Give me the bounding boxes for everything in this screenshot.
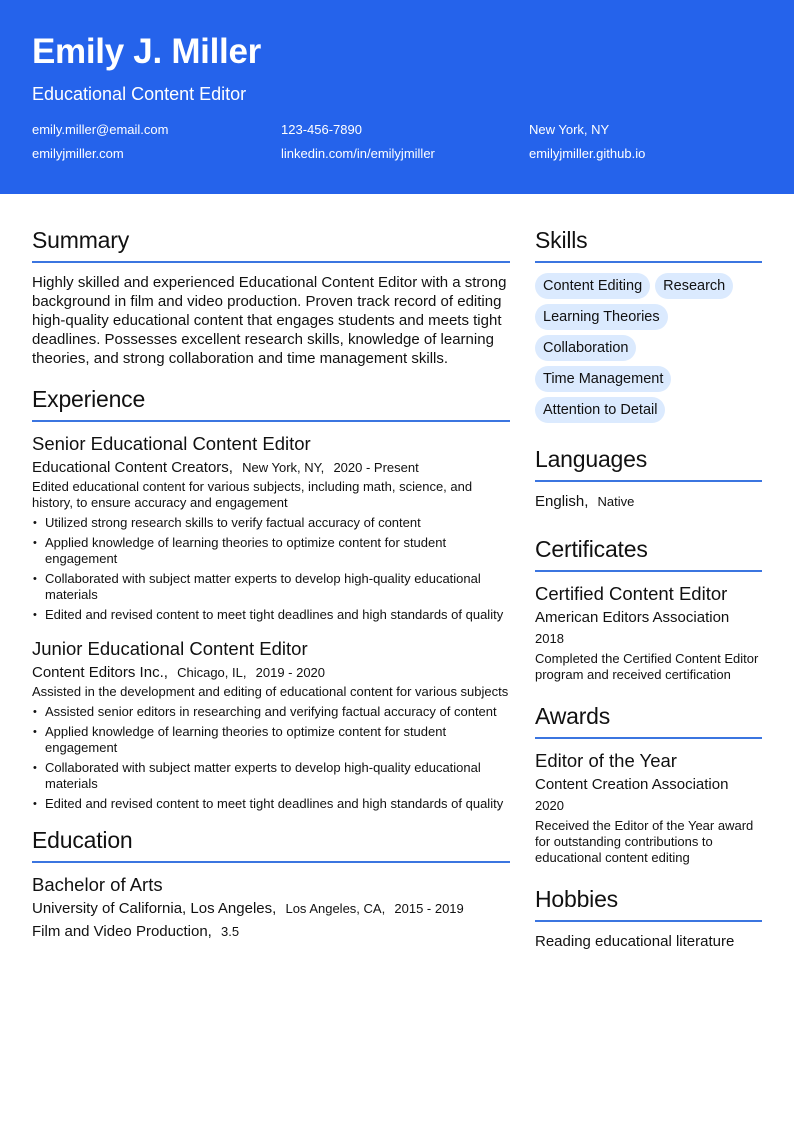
job-location: Chicago, IL, [177,665,247,680]
language-name: English, [535,493,589,510]
skill-tag: Attention to Detail [535,397,665,423]
languages-heading: Languages [535,445,762,482]
job-meta [32,663,510,682]
job-bullet: • Edited and revised content to meet tight deadlines and high standards of quality [32,607,510,623]
hobbies-heading: Hobbies [535,885,762,922]
certificate-description: Completed the Certified Content Editor program and received certification [535,651,759,682]
skill-tag: Learning Theories [535,304,668,330]
job-entry [32,637,510,812]
summary-text: Highly skilled and experienced Educational Content Editor with a strong background in film and video production. Proven track record of editing high-quality educational content that engages students and meets tight deadlines. Possesses excellent research skills, knowledge of learning theories, and strong collaboration and time management skills. [32,274,507,367]
phone-number: 123-456-7890 [281,122,362,137]
skill-tag: Collaboration [535,335,636,361]
job-description: Assisted in the development and editing of educational content for various subjects [32,684,509,699]
education-heading: Education [32,826,510,863]
job-description: Edited educational content for various subjects, including math, science, and history, to ensure accuracy and engagement [32,479,473,510]
job-bullet: • Collaborated with subject matter experts to develop high-quality educational materials [32,760,510,792]
education-school-line [32,899,510,918]
main-column [32,226,510,941]
hobby-item: Reading educational literature [535,933,735,950]
job-bullet: • Utilized strong research skills to verify factual accuracy of content [32,515,510,531]
website-link[interactable]: emilyjmiller.com [32,146,124,161]
skill-tag: Research [655,273,733,299]
job-entry [32,432,510,623]
sidebar-column [535,226,762,951]
language-item [535,492,762,511]
candidate-name: Emily J. Miller [32,32,261,71]
job-bullet: • Applied knowledge of learning theories to optimize content for student engagement [32,724,510,756]
job-bullets [32,515,510,623]
certificate-org: American Editors Association [535,609,730,626]
resume-header [0,0,794,194]
education-field-line [32,922,510,941]
email-link[interactable]: emily.miller@email.com [32,122,169,137]
job-meta [32,458,510,477]
language-level: Native [597,494,635,509]
job-dates: 2019 - 2020 [255,665,326,680]
job-company: Educational Content Creators, [32,459,233,476]
location: New York, NY [529,122,610,137]
job-bullet: • Collaborated with subject matter experts to develop high-quality educational materials [32,571,510,603]
education-location: Los Angeles, CA, [285,901,386,916]
linkedin-link[interactable]: linkedin.com/in/emilyjmiller [281,146,435,161]
experience-heading: Experience [32,385,510,422]
summary-heading: Summary [32,226,510,263]
job-bullet: • Edited and revised content to meet tight deadlines and high standards of quality [32,796,510,812]
skills-heading: Skills [535,226,762,263]
job-location: New York, NY, [242,460,325,475]
education-gpa: 3.5 [221,924,240,939]
skill-tag: Time Management [535,366,671,392]
job-title: Junior Educational Content Editor [32,638,308,659]
award-title: Editor of the Year [535,750,677,771]
certificates-heading: Certificates [535,535,762,572]
candidate-title: Educational Content Editor [32,84,247,104]
github-link[interactable]: emilyjmiller.github.io [529,146,646,161]
education-dates: 2015 - 2019 [394,901,464,916]
job-company: Content Editors Inc., [32,664,168,681]
skills-list [535,273,762,423]
awards-heading: Awards [535,702,762,739]
job-bullets [32,704,510,812]
education-school: University of California, Los Angeles, [32,900,277,917]
job-title: Senior Educational Content Editor [32,433,311,454]
award-description: Received the Editor of the Year award for outstanding contributions to educational content editing [535,818,754,865]
award-org: Content Creation Association [535,776,729,793]
certificate-title: Certified Content Editor [535,583,728,604]
award-item [535,749,762,866]
education-field: Film and Video Production, [32,923,212,940]
job-bullet: • Applied knowledge of learning theories to optimize content for student engagement [32,535,510,567]
certificate-item [535,582,762,683]
skill-tag: Content Editing [535,273,650,299]
award-year: 2020 [535,798,564,813]
job-bullet: • Assisted senior editors in researching and verifying factual accuracy of content [32,704,510,720]
education-degree: Bachelor of Arts [32,874,163,895]
certificate-year: 2018 [535,631,564,646]
job-dates: 2020 - Present [333,460,419,475]
